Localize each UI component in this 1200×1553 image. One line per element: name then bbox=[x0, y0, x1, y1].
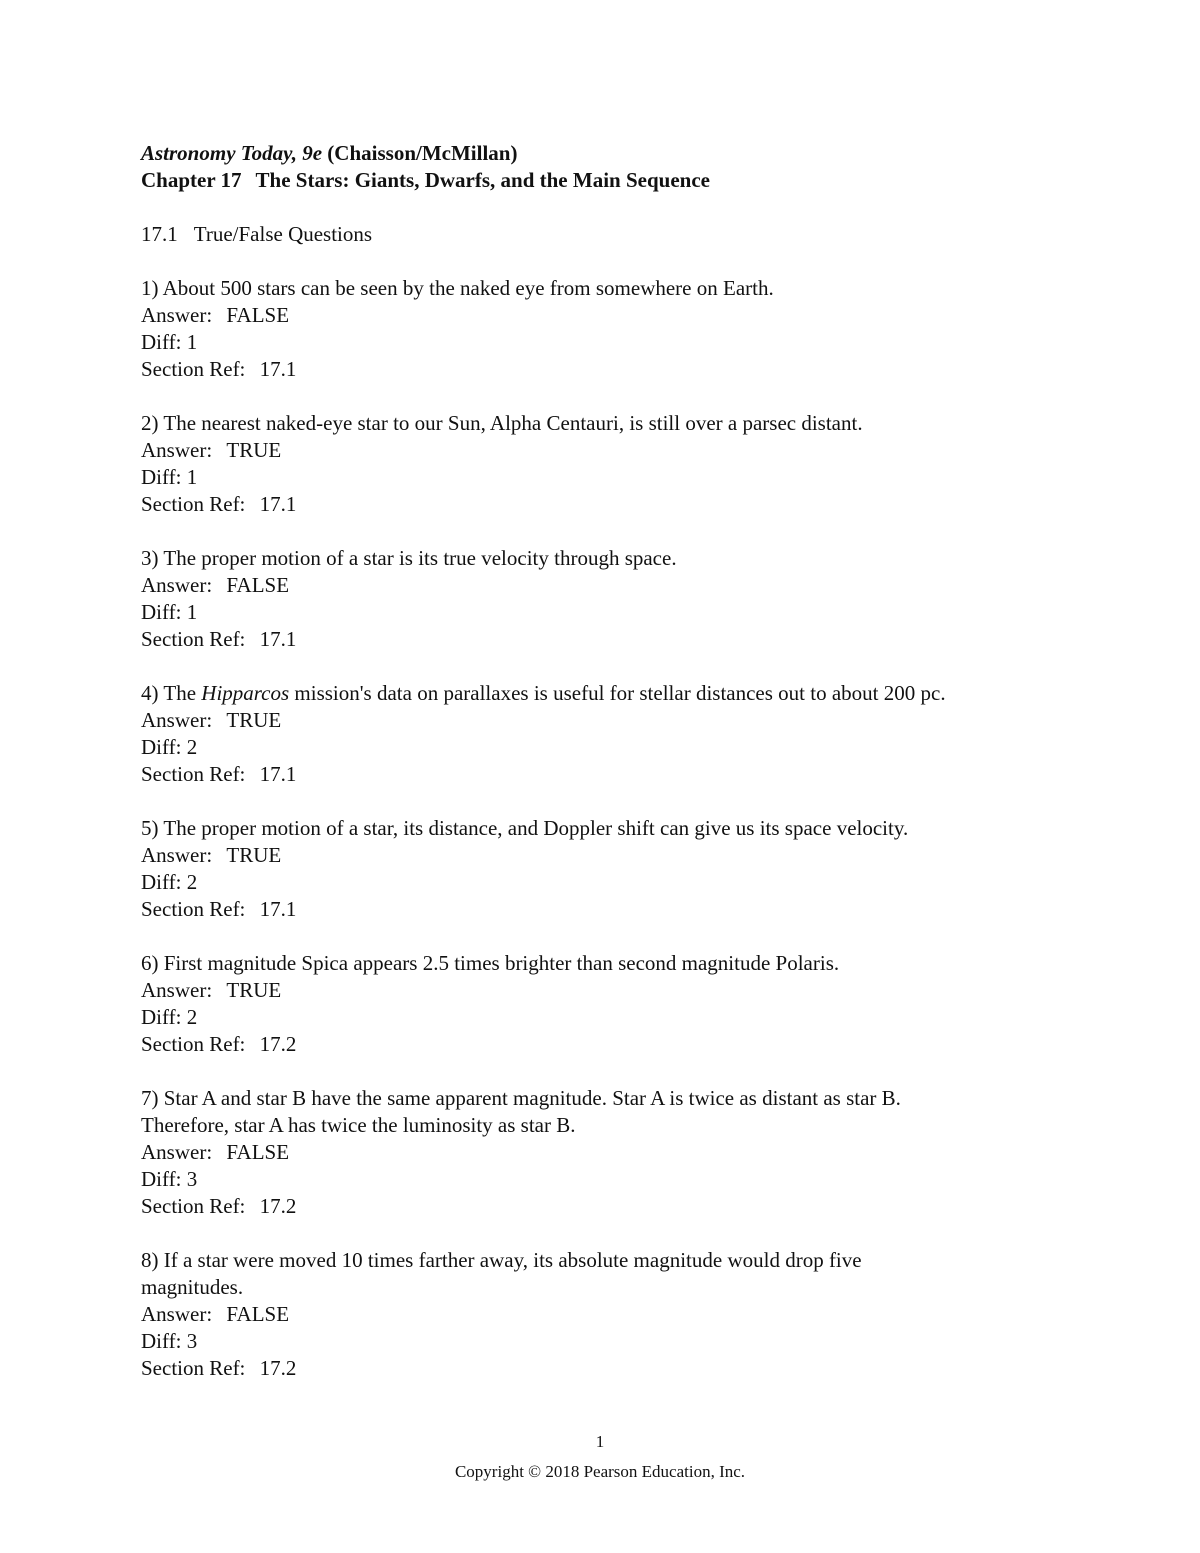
question-stem: About 500 stars can be seen by the naked eye from somewhere on Earth. bbox=[162, 276, 774, 300]
section-ref-line-value: 17.1 bbox=[259, 897, 297, 921]
difficulty-line-value: 3 bbox=[186, 1167, 198, 1191]
difficulty-line bbox=[141, 1166, 1101, 1193]
answer-line-label: Answer: bbox=[141, 303, 213, 327]
question-text bbox=[141, 410, 1101, 437]
answer-line-label: Answer: bbox=[141, 978, 213, 1002]
question-item bbox=[141, 1247, 1101, 1382]
document-body bbox=[141, 140, 1101, 1382]
question-stem-italic: Hipparcos bbox=[201, 681, 290, 705]
question-number: 5) bbox=[141, 816, 159, 840]
section-number: 17.1 bbox=[141, 222, 178, 246]
answer-line bbox=[141, 977, 1101, 1004]
section-ref-line bbox=[141, 896, 1101, 923]
section-ref-line bbox=[141, 1355, 1101, 1382]
section-ref-line-value: 17.1 bbox=[259, 762, 297, 786]
difficulty-line-value: 1 bbox=[186, 465, 198, 489]
difficulty-line bbox=[141, 329, 1101, 356]
question-text bbox=[141, 680, 1101, 707]
answer-line bbox=[141, 1139, 1101, 1166]
question-stem: The proper motion of a star, its distance, and Doppler shift can give us its space velocity. bbox=[163, 816, 909, 840]
answer-line-label: Answer: bbox=[141, 708, 213, 732]
question-item bbox=[141, 815, 1101, 923]
section-ref-line-value: 17.1 bbox=[259, 627, 297, 651]
question-number: 4) bbox=[141, 681, 159, 705]
section-ref-line bbox=[141, 761, 1101, 788]
section-ref-line-label: Section Ref: bbox=[141, 897, 246, 921]
difficulty-line-value: 2 bbox=[186, 735, 198, 759]
question-item bbox=[141, 410, 1101, 518]
answer-line-value: FALSE bbox=[226, 1140, 290, 1164]
difficulty-line-label: Diff: bbox=[141, 600, 182, 624]
difficulty-line bbox=[141, 464, 1101, 491]
section-ref-line-value: 17.1 bbox=[259, 492, 297, 516]
section-ref-line-label: Section Ref: bbox=[141, 1356, 246, 1380]
difficulty-line bbox=[141, 1004, 1101, 1031]
answer-line-value: FALSE bbox=[226, 573, 290, 597]
question-text bbox=[141, 545, 1101, 572]
question-stem: First magnitude Spica appears 2.5 times brighter than second magnitude Polaris. bbox=[163, 951, 840, 975]
section-ref-line-label: Section Ref: bbox=[141, 1032, 246, 1056]
chapter-title bbox=[141, 167, 1101, 194]
difficulty-line-label: Diff: bbox=[141, 1167, 182, 1191]
answer-line bbox=[141, 437, 1101, 464]
answer-line bbox=[141, 707, 1101, 734]
question-text bbox=[141, 1247, 1101, 1274]
section-ref-line-label: Section Ref: bbox=[141, 492, 246, 516]
question-list bbox=[141, 275, 1101, 1382]
difficulty-line-value: 3 bbox=[186, 1329, 198, 1353]
answer-line-value: TRUE bbox=[226, 708, 282, 732]
book-title-italic: Astronomy Today, 9e bbox=[141, 141, 323, 165]
question-stem: Star A and star B have the same apparent magnitude. Star A is twice as distant as star B. bbox=[163, 1086, 901, 1110]
difficulty-line-label: Diff: bbox=[141, 735, 182, 759]
difficulty-line-value: 2 bbox=[186, 870, 198, 894]
answer-line-value: TRUE bbox=[226, 978, 282, 1002]
difficulty-line-value: 1 bbox=[186, 330, 198, 354]
answer-line-value: TRUE bbox=[226, 438, 282, 462]
section-ref-line-value: 17.1 bbox=[259, 357, 297, 381]
question-text-continued: Therefore, star A has twice the luminosity as star B. bbox=[141, 1113, 576, 1137]
answer-line bbox=[141, 302, 1101, 329]
difficulty-line bbox=[141, 734, 1101, 761]
section-ref-line-value: 17.2 bbox=[259, 1032, 297, 1056]
book-title bbox=[141, 140, 1101, 167]
section-ref-line bbox=[141, 626, 1101, 653]
question-item bbox=[141, 275, 1101, 383]
question-stem: The proper motion of a star is its true velocity through space. bbox=[163, 546, 677, 570]
section-heading bbox=[141, 221, 1101, 248]
answer-line-label: Answer: bbox=[141, 1140, 213, 1164]
section-title: True/False Questions bbox=[193, 222, 373, 246]
question-item bbox=[141, 545, 1101, 653]
question-text-continued: magnitudes. bbox=[141, 1275, 244, 1299]
section-ref-line-label: Section Ref: bbox=[141, 357, 246, 381]
difficulty-line bbox=[141, 1328, 1101, 1355]
question-text bbox=[141, 815, 1101, 842]
answer-line-label: Answer: bbox=[141, 573, 213, 597]
question-stem: If a star were moved 10 times farther away, its absolute magnitude would drop five bbox=[163, 1248, 862, 1272]
section-ref-line-label: Section Ref: bbox=[141, 762, 246, 786]
answer-line-label: Answer: bbox=[141, 1302, 213, 1326]
difficulty-line-label: Diff: bbox=[141, 330, 182, 354]
question-item bbox=[141, 680, 1101, 788]
section-ref-line bbox=[141, 356, 1101, 383]
answer-line-value: FALSE bbox=[226, 303, 290, 327]
question-number: 6) bbox=[141, 951, 159, 975]
answer-line-label: Answer: bbox=[141, 843, 213, 867]
difficulty-line-label: Diff: bbox=[141, 1329, 182, 1353]
page-number: 1 bbox=[595, 1432, 605, 1451]
difficulty-line bbox=[141, 869, 1101, 896]
answer-line-value: FALSE bbox=[226, 1302, 290, 1326]
section-ref-line bbox=[141, 1193, 1101, 1220]
book-authors: (Chaisson/McMillan) bbox=[327, 141, 518, 165]
question-number: 3) bbox=[141, 546, 159, 570]
question-stem: The nearest naked-eye star to our Sun, Alpha Centauri, is still over a parsec distant. bbox=[163, 411, 863, 435]
question-number: 8) bbox=[141, 1248, 159, 1272]
question-text bbox=[141, 1085, 1101, 1112]
question-number: 7) bbox=[141, 1086, 159, 1110]
question-number: 1) bbox=[141, 276, 159, 300]
section-ref-line-value: 17.2 bbox=[259, 1194, 297, 1218]
chapter-label: Chapter 17 bbox=[141, 168, 242, 192]
section-ref-line bbox=[141, 491, 1101, 518]
section-ref-line-label: Section Ref: bbox=[141, 627, 246, 651]
section-ref-line bbox=[141, 1031, 1101, 1058]
difficulty-line-label: Diff: bbox=[141, 870, 182, 894]
answer-line bbox=[141, 842, 1101, 869]
question-text bbox=[141, 275, 1101, 302]
answer-line bbox=[141, 572, 1101, 599]
answer-line bbox=[141, 1301, 1101, 1328]
section-ref-line-value: 17.2 bbox=[259, 1356, 297, 1380]
difficulty-line-value: 1 bbox=[186, 600, 198, 624]
answer-line-value: TRUE bbox=[226, 843, 282, 867]
question-stem-rest: mission's data on parallaxes is useful for stellar distances out to about 200 pc. bbox=[294, 681, 946, 705]
copyright-notice: Copyright © 2018 Pearson Education, Inc. bbox=[454, 1462, 746, 1481]
difficulty-line-value: 2 bbox=[186, 1005, 198, 1029]
section-ref-line-label: Section Ref: bbox=[141, 1194, 246, 1218]
question-item bbox=[141, 1085, 1101, 1220]
question-text bbox=[141, 950, 1101, 977]
difficulty-line-label: Diff: bbox=[141, 465, 182, 489]
difficulty-line bbox=[141, 599, 1101, 626]
difficulty-line-label: Diff: bbox=[141, 1005, 182, 1029]
chapter-name: The Stars: Giants, Dwarfs, and the Main Sequence bbox=[255, 168, 710, 192]
answer-line-label: Answer: bbox=[141, 438, 213, 462]
question-stem: The bbox=[163, 681, 197, 705]
question-item bbox=[141, 950, 1101, 1058]
question-number: 2) bbox=[141, 411, 159, 435]
